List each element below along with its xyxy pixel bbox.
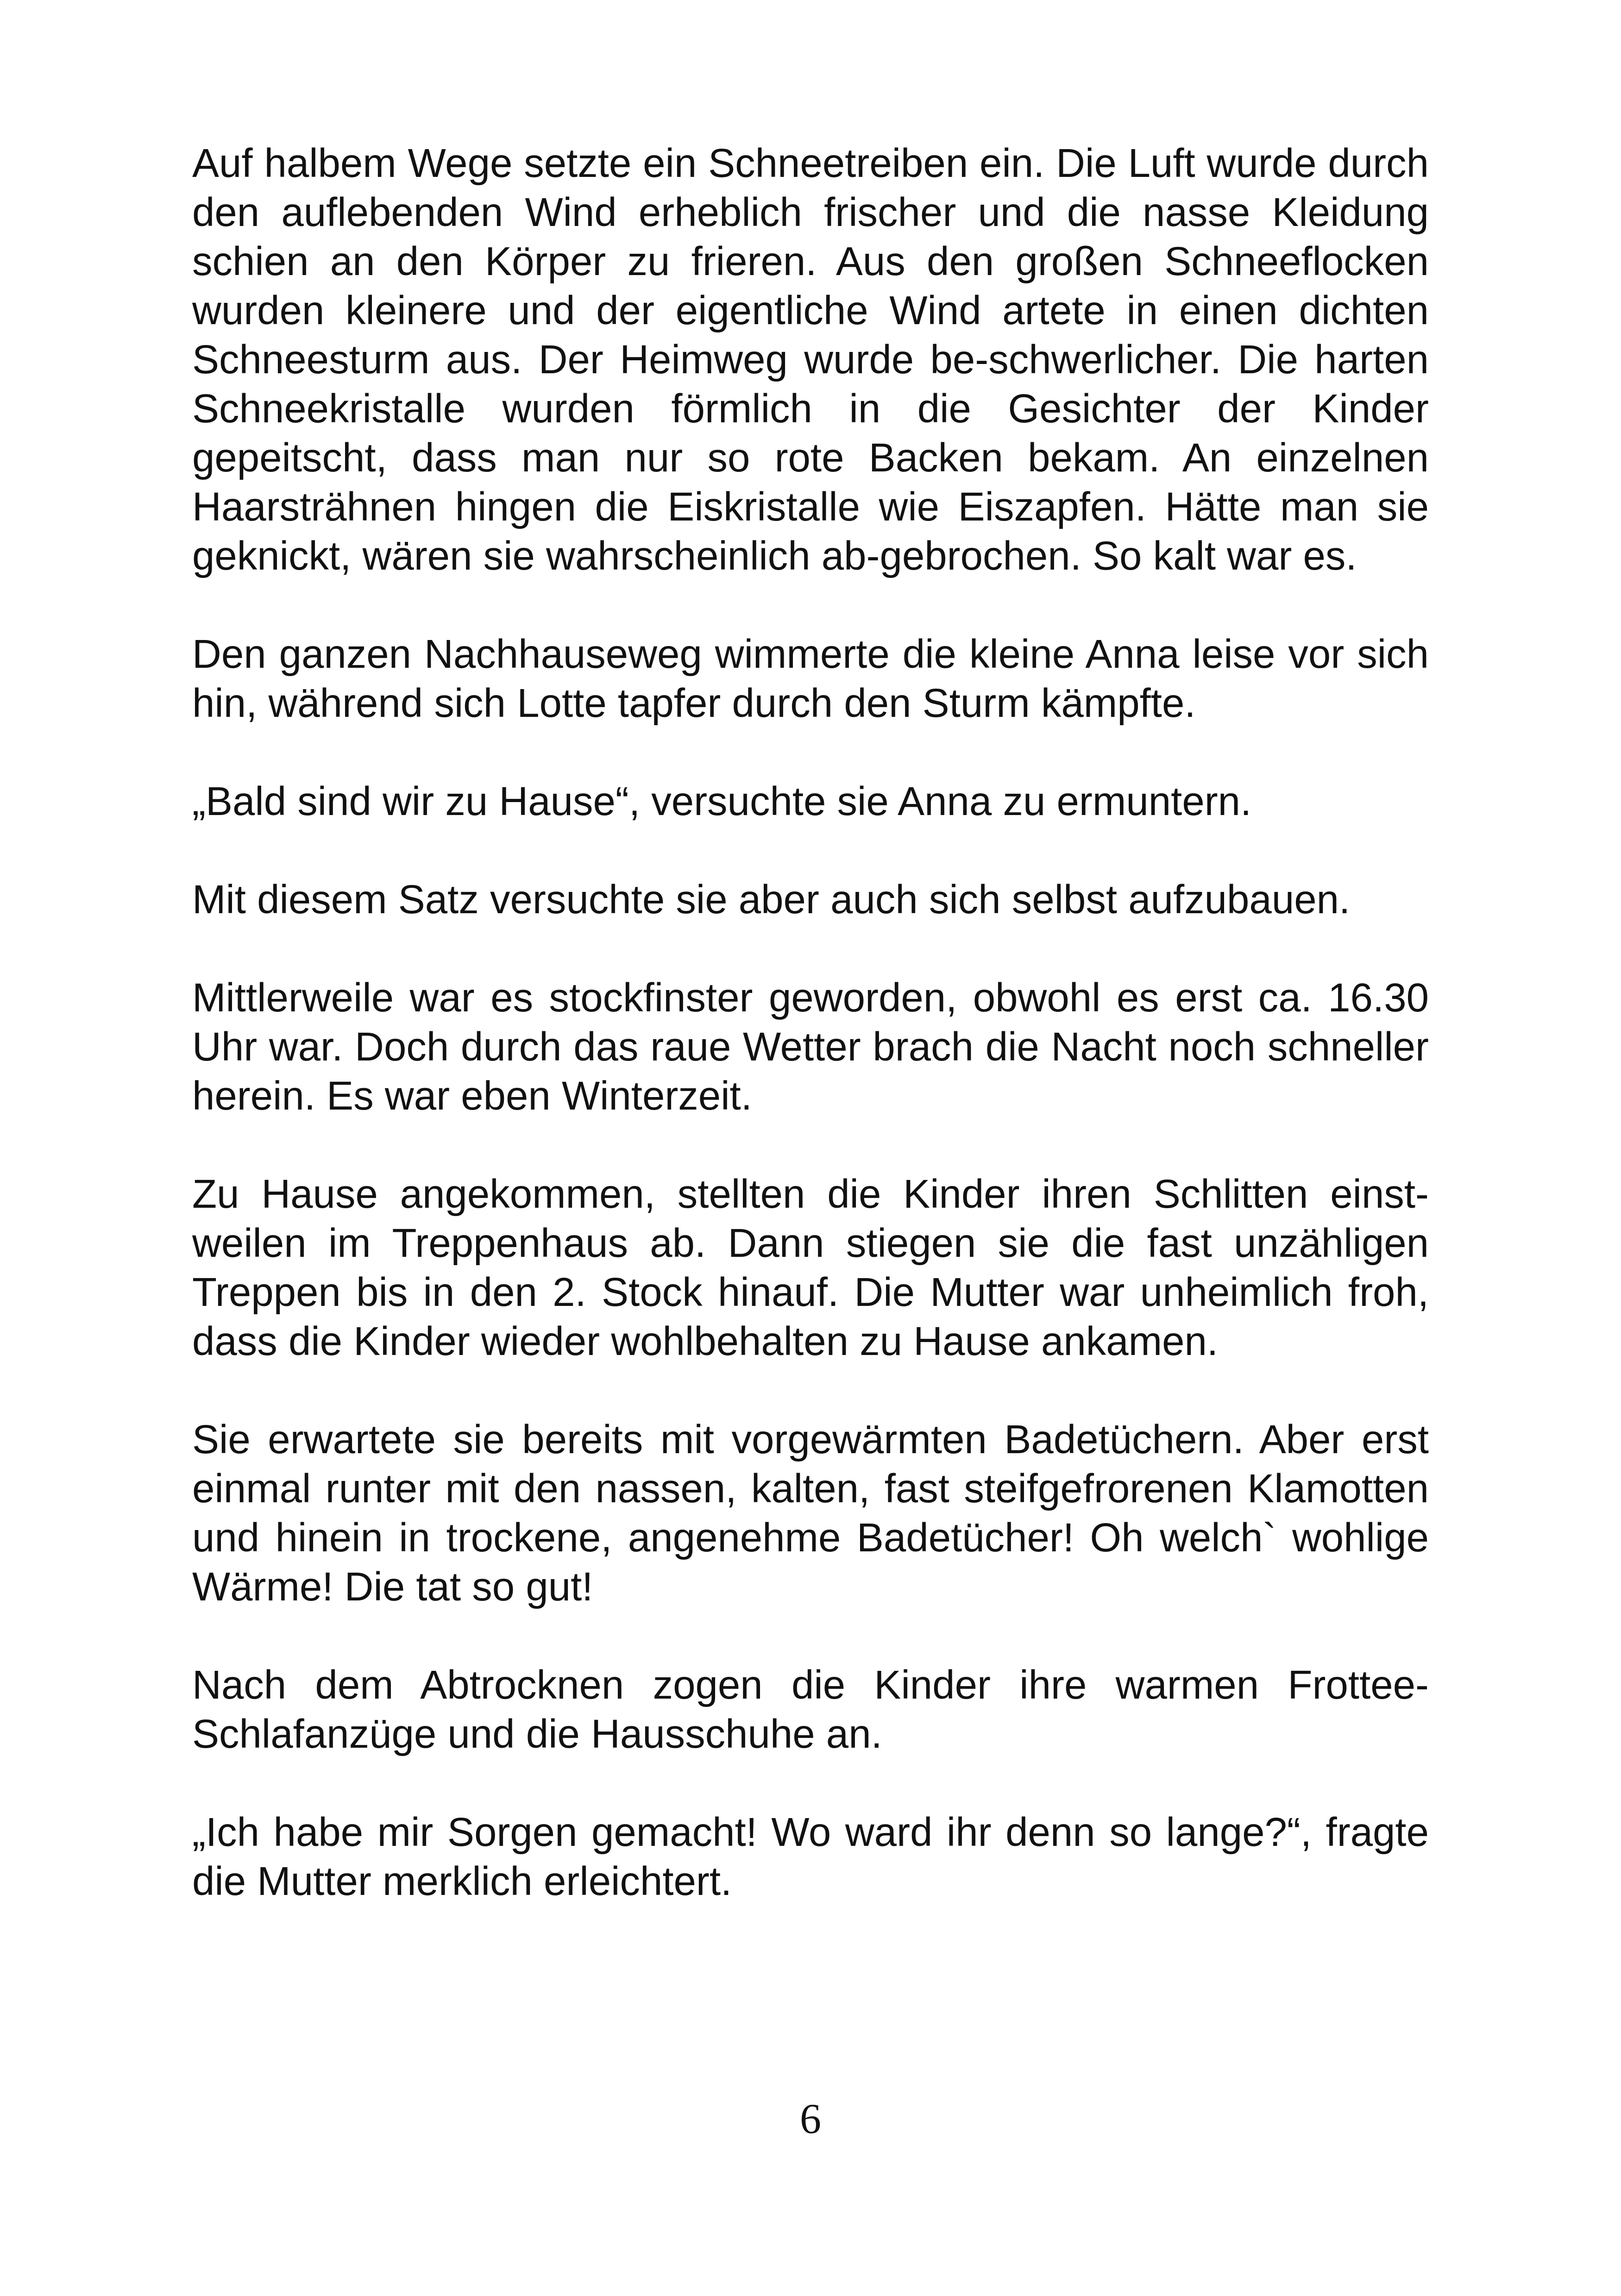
- body-text: [192, 139, 1429, 1906]
- page-number: 6: [800, 2095, 821, 2142]
- paragraph-5: Mittlerweile war es stockfinster geworden, obwohl es erst ca. 16.30 Uhr war. Doch durch das raue Wetter brach die Nacht noch schneller herein. Es war eben Winterzeit.: [192, 975, 1429, 1118]
- paragraph-2: Den ganzen Nachhauseweg wimmerte die kleine Anna leise vor sich hin, während sich Lotte tapfer durch den Sturm kämpfte.: [192, 632, 1429, 726]
- paragraph-6: Zu Hause angekommen, stellten die Kinder ihren Schlitten einst-weilen im Treppenhaus ab. Dann stiegen sie die fast unzähligen Treppen bis in den 2. Stock hinauf. Die Mutter war unheimlich froh, dass die Kinder wieder wohlbehalten zu Hause ankamen.: [192, 1172, 1429, 1364]
- paragraph-7: Sie erwartete sie bereits mit vorgewärmten Badetüchern. Aber erst einmal runter mit den nassen, kalten, fast steifgefrorenen Klamotten und hinein in trockene, angenehme Badetücher! Oh welch` wohlige Wärme! Die tat so gut!: [192, 1417, 1429, 1609]
- paragraph-4: Mit diesem Satz versuchte sie aber auch sich selbst aufzubauen.: [192, 877, 1351, 922]
- paragraph-9: „Ich habe mir Sorgen gemacht! Wo ward ihr denn so lange?“, fragte die Mutter merklich erleichtert.: [192, 1810, 1429, 1904]
- paragraph-8: Nach dem Abtrocknen zogen die Kinder ihre warmen Frottee-Schlafanzüge und die Hausschuhe an.: [192, 1662, 1429, 1757]
- paragraph-3: „Bald sind wir zu Hause“, versuchte sie Anna zu ermuntern.: [192, 779, 1252, 824]
- paragraph-1: Auf halbem Wege setzte ein Schneetreiben ein. Die Luft wurde durch den auflebenden Wind erheblich frischer und die nasse Kleidung schien an den Körper zu frieren. Aus den großen Schneeflocken wurden kleinere und der eigentliche Wind artete in einen dichten Schneesturm aus. Der Heimweg wurde be-schwerlicher. Die harten Schneekristalle wurden förmlich in die Gesichter der Kinder gepeitscht, dass man nur so rote Backen bekam. An einzelnen Haarsträhnen hingen die Eiskristalle wie Eiszapfen. Hätte man sie geknickt, wären sie wahrscheinlich ab-gebrochen. So kalt war es.: [192, 141, 1429, 578]
